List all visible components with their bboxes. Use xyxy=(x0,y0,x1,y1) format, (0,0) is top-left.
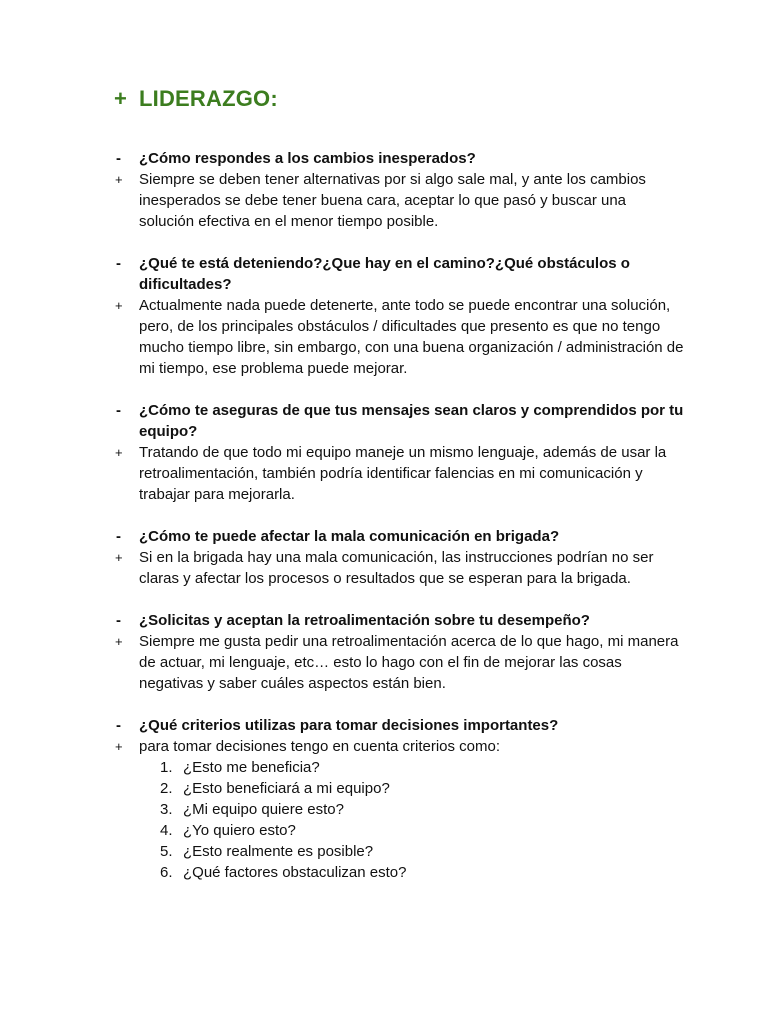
plus-marker: + xyxy=(115,739,123,754)
dash-marker: - xyxy=(116,528,121,545)
answer-text: Siempre me gusta pedir una retroalimentación acerca de lo que hago, mi manera de actuar, mi lenguaje, etc… esto lo hago con el fin de mejorar las cosas negativas y saber cuáles aspectos están bien. xyxy=(139,633,679,692)
criteria-number: 1. xyxy=(160,759,173,776)
criteria-number: 3. xyxy=(160,801,173,818)
criteria-number: 6. xyxy=(160,864,173,881)
answer-row xyxy=(114,736,684,757)
answer-text: Tratando de que todo mi equipo maneje un mismo lenguaje, además de usar la retroalimentación, también podría identificar falencias en mi comunicación y trabajar para mejorarla. xyxy=(139,444,667,503)
answer-row xyxy=(114,295,684,379)
question-row xyxy=(114,715,684,736)
qa-item xyxy=(114,526,684,589)
criteria-number: 5. xyxy=(160,843,173,860)
criteria-number: 2. xyxy=(160,780,173,797)
dash-marker: - xyxy=(116,717,121,734)
dash-marker: - xyxy=(116,612,121,629)
answer-row xyxy=(114,442,684,505)
answer-text: Si en la brigada hay una mala comunicación, las instrucciones podrían no ser claras y afectar los procesos o resultados que se esperan para la brigada. xyxy=(139,549,654,587)
answer-text: para tomar decisiones tengo en cuenta criterios como: xyxy=(139,738,501,755)
question-text: ¿Qué te está deteniendo?¿Que hay en el camino?¿Qué obstáculos o dificultades? xyxy=(139,255,630,293)
criteria-text: ¿Yo quiero esto? xyxy=(183,822,296,839)
plus-marker: + xyxy=(115,550,123,565)
heading-text: LIDERAZGO: xyxy=(139,86,278,111)
criteria-item xyxy=(160,778,684,799)
section-heading xyxy=(114,86,278,112)
question-text: ¿Cómo respondes a los cambios inesperados? xyxy=(139,150,476,167)
criteria-item xyxy=(160,841,684,862)
qa-item xyxy=(114,715,684,883)
qa-item xyxy=(114,400,684,505)
criteria-item xyxy=(160,757,684,778)
dash-marker: - xyxy=(116,150,121,167)
criteria-text: ¿Esto beneficiará a mi equipo? xyxy=(183,780,390,797)
question-row xyxy=(114,148,684,169)
criteria-item xyxy=(160,862,684,883)
question-text: ¿Cómo te aseguras de que tus mensajes sean claros y comprendidos por tu equipo? xyxy=(139,402,684,440)
criteria-text: ¿Esto me beneficia? xyxy=(183,759,320,776)
qa-item xyxy=(114,148,684,232)
answer-row xyxy=(114,169,684,232)
criteria-item xyxy=(160,820,684,841)
plus-marker: + xyxy=(115,172,123,187)
qa-item xyxy=(114,253,684,379)
question-row xyxy=(114,253,684,295)
heading-plus-marker: + xyxy=(114,86,128,111)
question-row xyxy=(114,610,684,631)
plus-marker: + xyxy=(115,634,123,649)
question-text: ¿Cómo te puede afectar la mala comunicación en brigada? xyxy=(139,528,560,545)
criteria-list xyxy=(114,757,684,883)
criteria-text: ¿Mi equipo quiere esto? xyxy=(183,801,344,818)
answer-text: Actualmente nada puede detenerte, ante todo se puede encontrar una solución, pero, de los principales obstáculos / dificultades que presento es que no tengo mucho tiempo libre, sin embargo, con una buena organización / administración de mi tiempo, ese problema puede mejorar. xyxy=(139,297,684,377)
answer-text: Siempre se deben tener alternativas por si algo sale mal, y ante los cambios inesperados se debe tener buena cara, aceptar lo que pasó y buscar una solución efectiva en el menor tiempo posible. xyxy=(139,171,646,230)
dash-marker: - xyxy=(116,255,121,272)
dash-marker: - xyxy=(116,402,121,419)
qa-item xyxy=(114,610,684,694)
question-row xyxy=(114,526,684,547)
question-row xyxy=(114,400,684,442)
criteria-text: ¿Esto realmente es posible? xyxy=(183,843,374,860)
answer-row xyxy=(114,547,684,589)
plus-marker: + xyxy=(115,445,123,460)
plus-marker: + xyxy=(115,298,123,313)
question-text: ¿Solicitas y aceptan la retroalimentación sobre tu desempeño? xyxy=(139,612,590,629)
criteria-item xyxy=(160,799,684,820)
criteria-text: ¿Qué factores obstaculizan esto? xyxy=(183,864,407,881)
question-text: ¿Qué criterios utilizas para tomar decisiones importantes? xyxy=(139,717,559,734)
qa-list xyxy=(114,148,684,904)
answer-row xyxy=(114,631,684,694)
criteria-number: 4. xyxy=(160,822,173,839)
